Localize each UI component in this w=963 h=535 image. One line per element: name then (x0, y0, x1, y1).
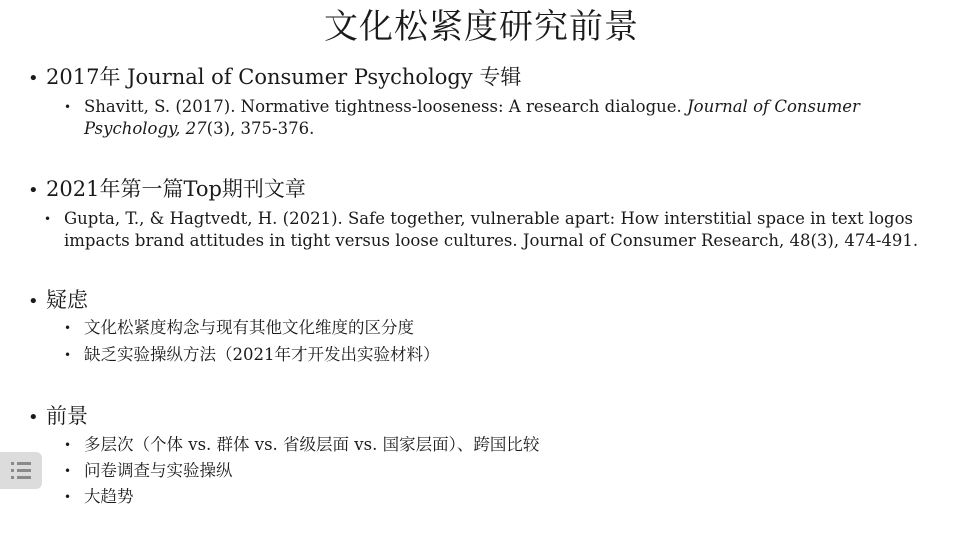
list-item (64, 434, 944, 456)
heading-text: 2021年第一篇Top期刊文章 (46, 177, 306, 201)
reference-plain: Shavitt, S. (2017). Normative tightness‐looseness: A research dialogue. (84, 97, 688, 116)
menu-list-icon (11, 462, 31, 465)
bullet-icon: • (44, 212, 52, 226)
bullet-icon: • (64, 438, 72, 452)
heading-text: 前景 (46, 404, 88, 428)
bullet-icon: • (64, 100, 72, 114)
list-item (64, 344, 944, 366)
menu-list-button[interactable] (0, 452, 42, 489)
list-item-text: 大趋势 (84, 487, 134, 506)
bullet-icon: • (64, 321, 72, 335)
bullet-icon: • (64, 490, 72, 504)
list-item (64, 486, 944, 508)
list-item-text: 多层次（个体 vs. 群体 vs. 省级层面 vs. 国家层面）、跨国比较 (84, 435, 540, 454)
section-heading-2021 (28, 176, 306, 204)
section-heading-concerns (28, 287, 88, 315)
bullet-icon: • (28, 180, 39, 201)
section-heading-prospects (28, 403, 88, 431)
list-item (64, 460, 944, 482)
list-item-text: 文化松紧度构念与现有其他文化维度的区分度 (84, 318, 414, 337)
slide-title: 文化松紧度研究前景 (324, 7, 639, 47)
reference-text (84, 96, 944, 140)
reference-text: Gupta, T., & Hagtvedt, H. (2021). Safe together, vulnerable apart: How interstitial space in text logos impacts brand attitudes in tight versus loose cultures. Journal of Consumer Research, 48(3), 474-491. (64, 209, 919, 250)
list-item-text: 问卷调查与实验操纵 (84, 461, 233, 480)
reference-shavitt (64, 96, 944, 140)
bullet-icon: • (64, 348, 72, 362)
heading-text: 疑虑 (46, 288, 88, 312)
section-heading-2017 (28, 64, 521, 92)
bullet-icon: • (28, 407, 39, 428)
reference-gupta (44, 208, 924, 252)
bullet-icon: • (64, 464, 72, 478)
reference-rest: (3), 375-376. (206, 119, 315, 138)
bullet-icon: • (28, 68, 39, 89)
list-item (64, 317, 944, 339)
heading-text: 2017年 Journal of Consumer Psychology 专辑 (46, 65, 522, 89)
list-item-text: 缺乏实验操纵方法（2021年才开发出实验材料） (84, 345, 440, 364)
bullet-icon: • (28, 291, 39, 312)
reference-journal: Journal of Consumer Psychology, 27 (84, 97, 860, 138)
